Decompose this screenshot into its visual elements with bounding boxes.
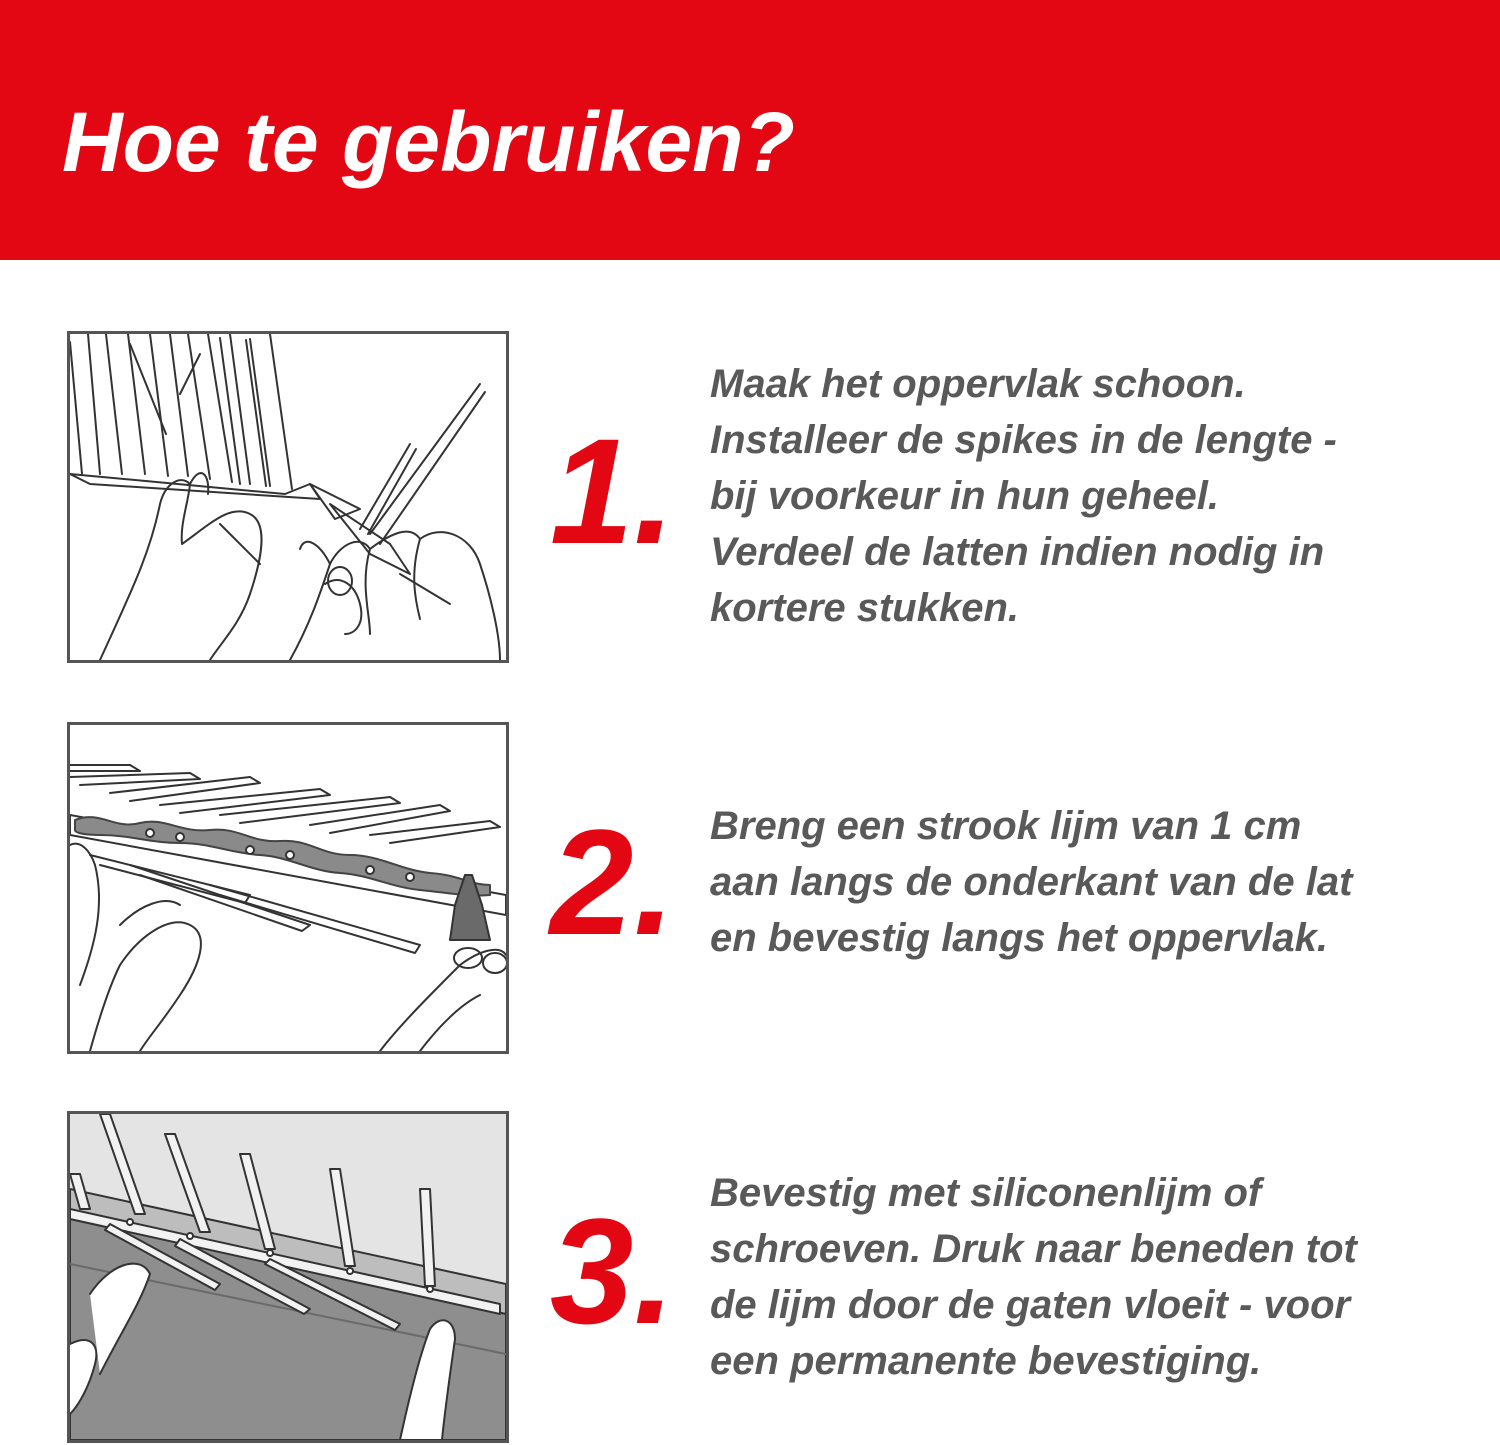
step-1-number: 1. <box>550 407 676 575</box>
step-2-number: 2. <box>550 798 676 966</box>
step-3-illustration <box>67 1111 509 1443</box>
step-2 <box>0 722 1500 1054</box>
hands-breaking-spike-strip-icon <box>70 334 506 660</box>
step-1-description: Maak het oppervlak schoon. Installeer de spikes in de lengte - bij voorkeur in hun geheel. Verdeel de latten indien nodig in kortere stukken. <box>710 362 1337 630</box>
step-3 <box>0 1111 1500 1443</box>
step-2-illustration <box>67 722 509 1054</box>
step-1 <box>0 331 1500 663</box>
step-3-number: 3. <box>550 1187 676 1355</box>
glue-applied-to-spike-strip-icon <box>70 725 506 1051</box>
step-2-description: Breng een strook lijm van 1 cm aan langs de onderkant van de lat en bevestig langs het oppervlak. <box>710 804 1353 960</box>
step-1-illustration <box>67 331 509 663</box>
header-banner <box>0 0 1500 260</box>
pressing-spike-strip-onto-surface-icon <box>70 1114 506 1440</box>
step-3-description: Bevestig met siliconenlijm of schroeven. Druk naar beneden tot de lijm door de gaten vloeit - voor een permanente bevestiging. <box>710 1171 1357 1383</box>
page-title: Hoe te gebruiken? <box>62 95 795 189</box>
